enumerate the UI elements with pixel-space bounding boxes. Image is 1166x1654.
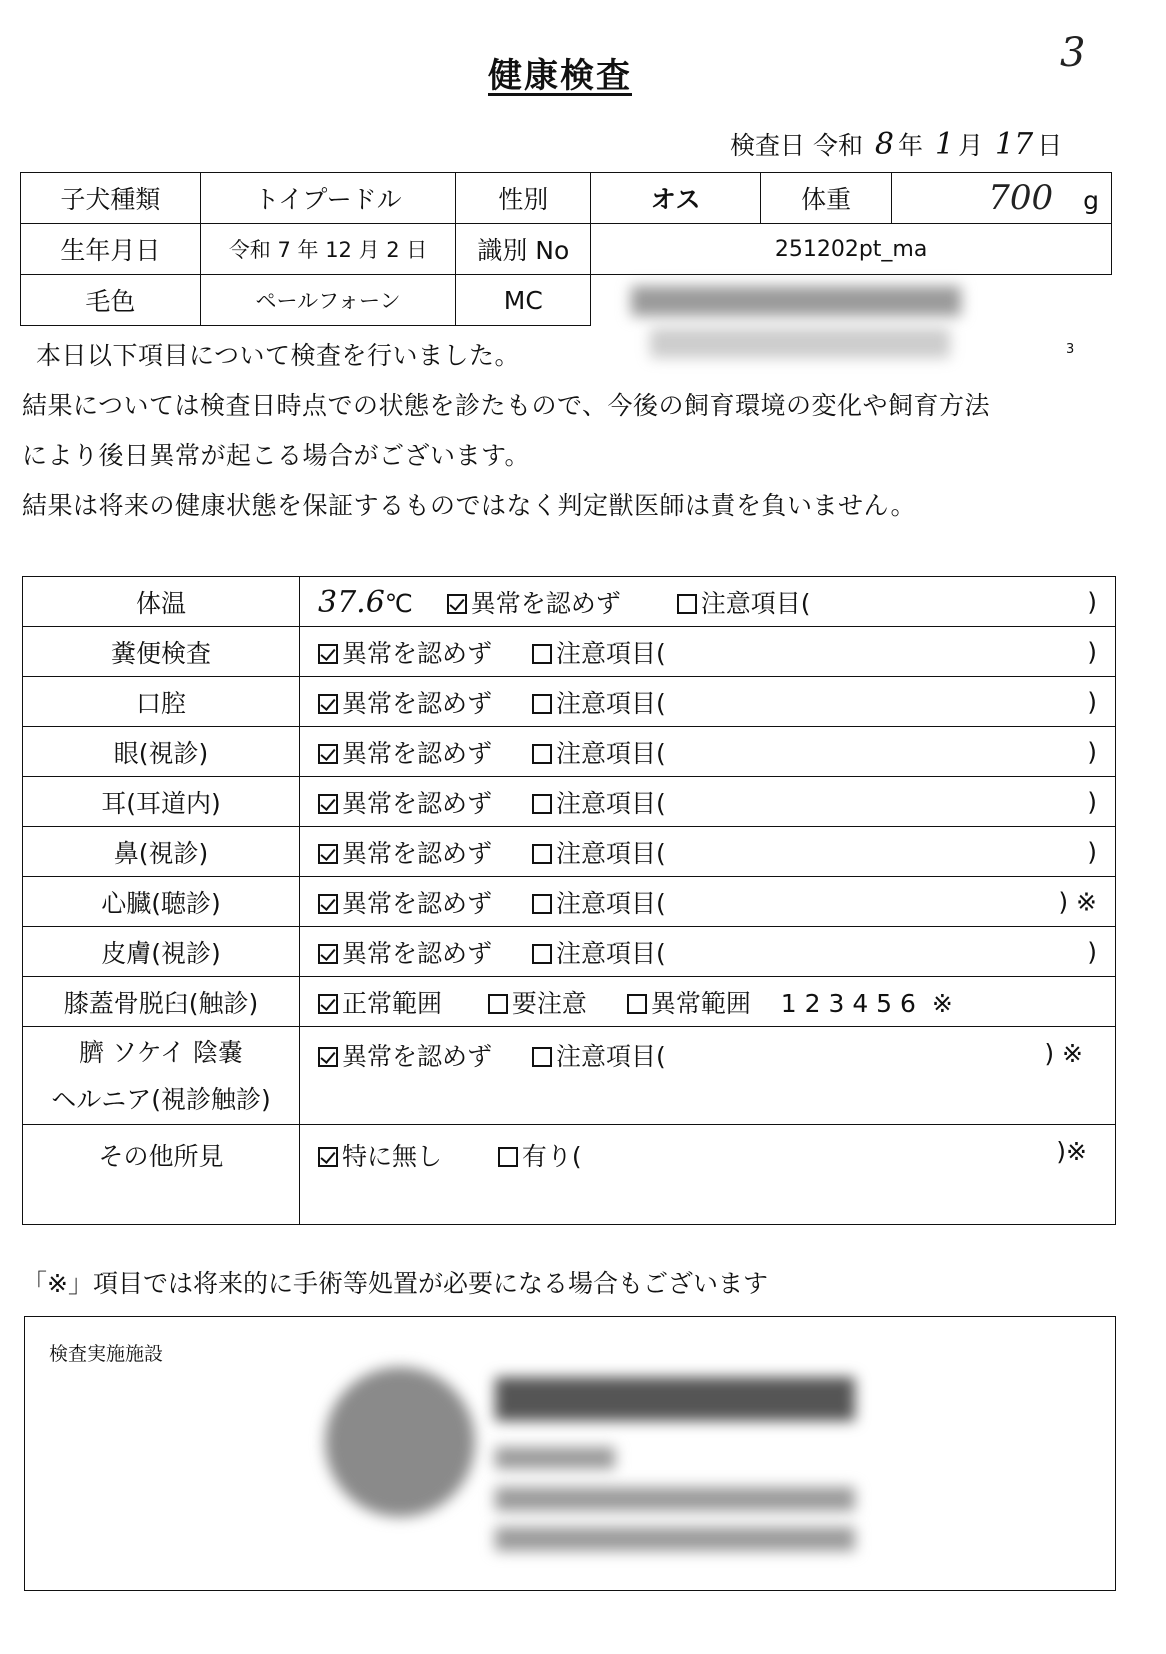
id-value: 251202pt_ma: [591, 224, 1112, 275]
page-number: 3: [1060, 30, 1086, 76]
ok-label: 異常を認めず: [342, 638, 493, 668]
dob-label: 生年月日: [21, 224, 201, 275]
facility-address-redacted: [495, 1487, 855, 1511]
dob-value: 令和 7 年 12 月 2 日: [200, 224, 456, 275]
exam-table: [22, 576, 1116, 1225]
exam-row-eye: [23, 727, 1116, 777]
eye-label: 眼(視診): [23, 727, 300, 777]
exam-day: 17: [995, 127, 1034, 162]
ok-label: 異常を認めず: [342, 688, 493, 718]
caution-label: 注意項目(: [556, 838, 666, 868]
skin-label: 皮膚(視診): [23, 927, 300, 977]
note-line-2: 結果については検査日時点での状態を診たもので、今後の飼育環境の変化や飼育方法: [22, 391, 991, 420]
other-none: 特に無し: [342, 1142, 443, 1171]
checkbox-yes[interactable]: [498, 1147, 518, 1167]
checkbox-ok-checked[interactable]: [318, 844, 338, 864]
redaction-blur-tail: [650, 328, 950, 358]
facility-label: 検査実施施設: [49, 1343, 164, 1365]
sex-value: オス: [591, 173, 761, 224]
checkbox-ok-checked[interactable]: [318, 644, 338, 664]
checkbox-ok-checked[interactable]: [318, 744, 338, 764]
id-label: 識別 No: [456, 224, 591, 275]
facility-box: [24, 1316, 1116, 1591]
caution-label: 注意項目(: [556, 788, 666, 818]
other-close-mark: )※: [1056, 1137, 1087, 1166]
checkbox-abnormal[interactable]: [627, 994, 647, 1014]
checkbox-caution[interactable]: [532, 794, 552, 814]
exam-row-ear: [23, 777, 1116, 827]
mc-label: MC: [456, 275, 591, 326]
exam-row-stool: [23, 627, 1116, 677]
exam-row-mouth: [23, 677, 1116, 727]
close-paren-mark: ) ※: [1044, 1039, 1083, 1068]
ok-label: 異常を認めず: [342, 1042, 493, 1071]
checkbox-ok-checked[interactable]: [318, 794, 338, 814]
exam-year: 8: [874, 127, 894, 162]
temp-label: 体温: [23, 577, 300, 627]
stool-label: 糞便検査: [23, 627, 300, 677]
caution-label: 注意項目(: [556, 1042, 666, 1071]
breed-value: トイプードル: [200, 173, 456, 224]
note-line-1: 本日以下項目について検査を行いました。: [36, 341, 521, 370]
ok-label: 異常を認めず: [342, 788, 493, 818]
temp-value: 37.6: [318, 584, 385, 620]
caution-label: 注意項目(: [556, 638, 666, 668]
breed-label: 子犬種類: [21, 173, 201, 224]
checkbox-warn[interactable]: [488, 994, 508, 1014]
color-value: ペールフォーン: [200, 275, 456, 326]
hernia-label-1: 臍 ソケイ 陰嚢: [79, 1037, 243, 1067]
ok-label: 異常を認めず: [342, 938, 493, 968]
exam-row-hernia: [23, 1027, 1116, 1125]
footnote: 「※」項目では将来的に手術等処置が必要になる場合もございます: [22, 1269, 768, 1298]
close-paren: ): [1087, 787, 1097, 816]
close-paren: ): [1087, 737, 1097, 766]
patella-mark: ※: [931, 988, 953, 1018]
exam-date: [730, 126, 1062, 162]
patella-grades: 1 2 3 4 5 6: [780, 988, 916, 1018]
note-line-3: により後日異常が起こる場合がございます。: [22, 441, 531, 470]
temp-unit: ℃: [384, 588, 413, 618]
facility-zip-redacted: [495, 1447, 615, 1469]
exam-row-other: [23, 1125, 1116, 1225]
caution-label: 注意項目(: [556, 688, 666, 718]
checkbox-ok-checked[interactable]: [318, 894, 338, 914]
patella-abnormal: 異常範囲: [650, 988, 751, 1018]
checkbox-ok-checked[interactable]: [318, 944, 338, 964]
hernia-label-2: ヘルニア(視診触診): [51, 1084, 271, 1114]
ok-label: 異常を認めず: [470, 588, 621, 618]
ear-label: 耳(耳道内): [23, 777, 300, 827]
checkbox-ok-checked[interactable]: [447, 594, 467, 614]
facility-name-redacted: [495, 1377, 855, 1421]
exam-row-skin: [23, 927, 1116, 977]
heart-label: 心臓(聴診): [23, 877, 300, 927]
checkbox-caution[interactable]: [532, 644, 552, 664]
close-paren: ): [1087, 837, 1097, 866]
close-paren-mark: ) ※: [1058, 887, 1097, 916]
close-paren: ): [1087, 637, 1097, 666]
checkbox-none-checked[interactable]: [318, 1147, 338, 1167]
exam-row-temp: [23, 577, 1116, 627]
redaction-blur: [631, 286, 961, 316]
note-line-4: 結果は将来の健康状態を保証するものではなく判定獣医師は責を負いません。: [22, 491, 917, 520]
close-paren: ): [1087, 937, 1097, 966]
caution-label: 注意項目(: [556, 738, 666, 768]
patella-label: 膝蓋骨脱臼(触診): [23, 977, 300, 1027]
checkbox-normal-checked[interactable]: [318, 994, 338, 1014]
patella-warn: 要注意: [511, 988, 587, 1018]
puppy-info-table: [20, 172, 1112, 326]
checkbox-ok-checked[interactable]: [318, 694, 338, 714]
weight-label: 体重: [761, 173, 892, 224]
document-title: 健康検査: [488, 56, 632, 96]
exam-row-heart: [23, 877, 1116, 927]
nose-label: 鼻(視診): [23, 827, 300, 877]
exam-row-nose: [23, 827, 1116, 877]
color-label: 毛色: [21, 275, 201, 326]
weight-value: 700: [988, 178, 1054, 218]
mouth-label: 口腔: [23, 677, 300, 727]
checkbox-caution[interactable]: [532, 694, 552, 714]
weight-cell: [892, 173, 1112, 224]
ok-label: 異常を認めず: [342, 738, 493, 768]
sex-label: 性別: [456, 173, 591, 224]
other-label: その他所見: [23, 1125, 300, 1225]
checkbox-caution[interactable]: [677, 594, 697, 614]
weight-unit: g: [1083, 186, 1099, 215]
close-paren: ): [1087, 687, 1097, 716]
close-paren: ): [1087, 587, 1097, 616]
ok-label: 異常を認めず: [342, 888, 493, 918]
checkbox-caution[interactable]: [532, 1047, 552, 1067]
checkbox-ok-checked[interactable]: [318, 1047, 338, 1067]
patella-normal: 正常範囲: [342, 988, 443, 1018]
month-unit: 月: [958, 131, 984, 160]
year-unit: 年: [898, 131, 924, 160]
mc-value-redacted: [591, 275, 1112, 326]
caution-label: 注意項目(: [700, 588, 811, 618]
checkbox-caution[interactable]: [532, 744, 552, 764]
day-unit: 日: [1037, 131, 1063, 160]
checkbox-caution[interactable]: [532, 894, 552, 914]
exam-date-label: 検査日 令和: [730, 131, 863, 160]
exam-month: 1: [934, 127, 955, 162]
checkbox-caution[interactable]: [532, 844, 552, 864]
ok-label: 異常を認めず: [342, 838, 493, 868]
caution-label: 注意項目(: [556, 888, 666, 918]
exam-row-patella: [23, 977, 1116, 1027]
other-yes: 有り(: [521, 1142, 582, 1171]
small-mark: 3: [1066, 342, 1075, 357]
caution-label: 注意項目(: [556, 938, 666, 968]
facility-phone-redacted: [495, 1527, 855, 1551]
checkbox-caution[interactable]: [532, 944, 552, 964]
facility-seal-redacted: [325, 1367, 475, 1517]
